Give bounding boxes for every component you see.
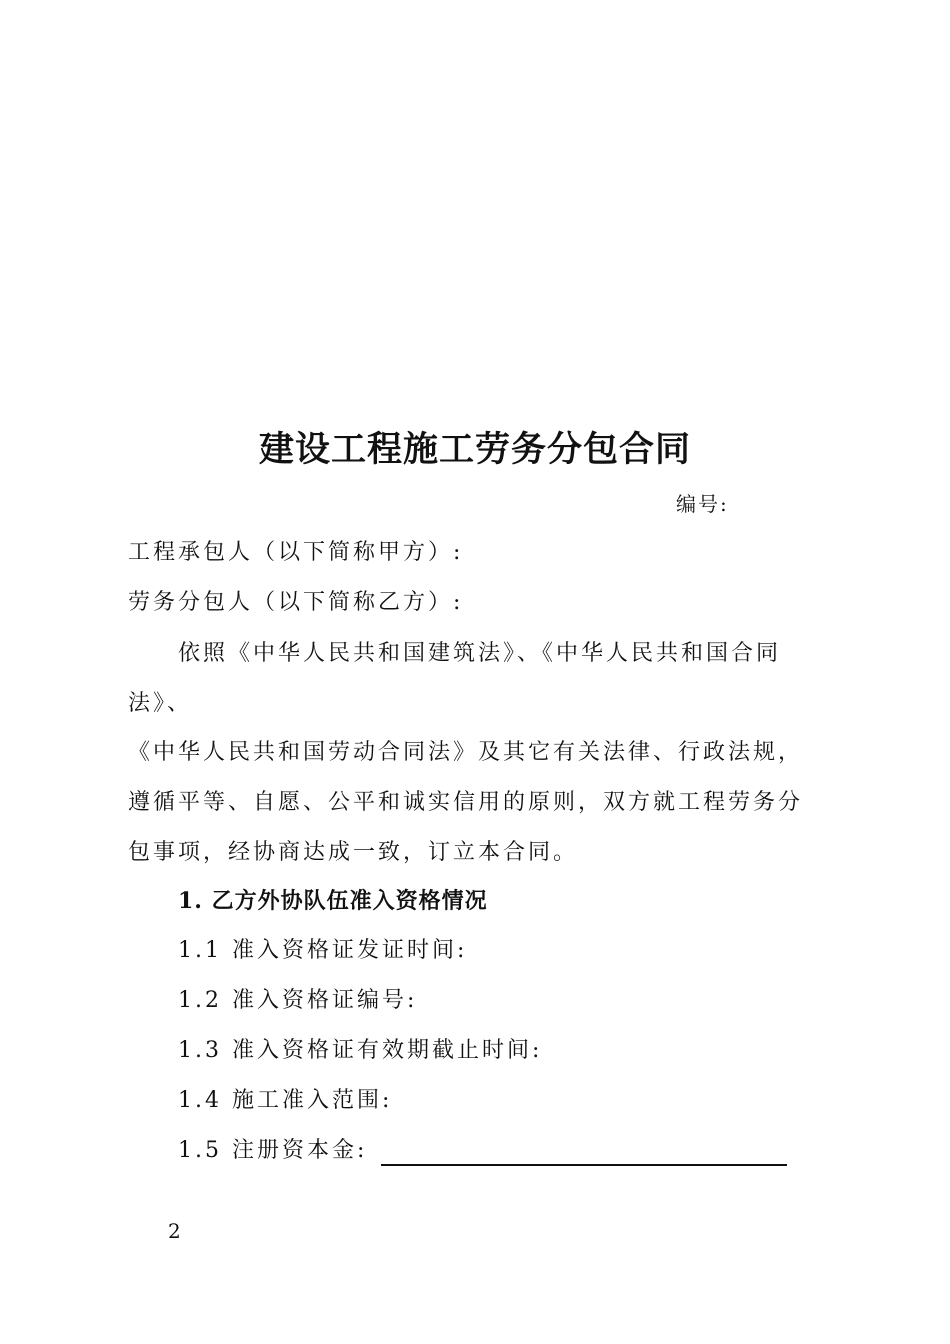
section-item-1-5 (178, 1136, 787, 1166)
party-a-line: 工程承包人（以下简称甲方）: (128, 540, 464, 565)
party-b-line: 劳务分包人（以下简称乙方）: (128, 590, 464, 615)
section-item-1-4: 1.4 施工准入范围: (178, 1088, 393, 1113)
preamble-line-3: 《中华人民共和国劳动合同法》及其它有关法律、行政法规， (128, 740, 804, 765)
page-number: 2 (168, 1219, 181, 1243)
section-item-1-5-label: 1.5 注册资本金: (178, 1138, 368, 1163)
preamble-line-1: 依照《中华人民共和国建筑法》、《中华人民共和国合同 (178, 641, 782, 666)
serial-number-label: 编号: (676, 492, 729, 516)
section-1-heading: 1. 乙方外协队伍准入资格情况 (178, 888, 488, 914)
preamble-line-4: 遵循平等、自愿、公平和诚实信用的原则，双方就工程劳务分 (128, 790, 804, 815)
preamble-line-5: 包事项，经协商达成一致，订立本合同。 (128, 840, 579, 865)
section-item-1-2: 1.2 准入资格证编号: (178, 988, 418, 1013)
registered-capital-blank (381, 1140, 787, 1166)
section-item-1-3: 1.3 准入资格证有效期截止时间: (178, 1038, 543, 1063)
section-item-1-1: 1.1 准入资格证发证时间: (178, 938, 468, 963)
preamble-line-2: 法》、 (128, 691, 193, 716)
contract-title: 建设工程施工劳务分包合同 (258, 429, 691, 470)
